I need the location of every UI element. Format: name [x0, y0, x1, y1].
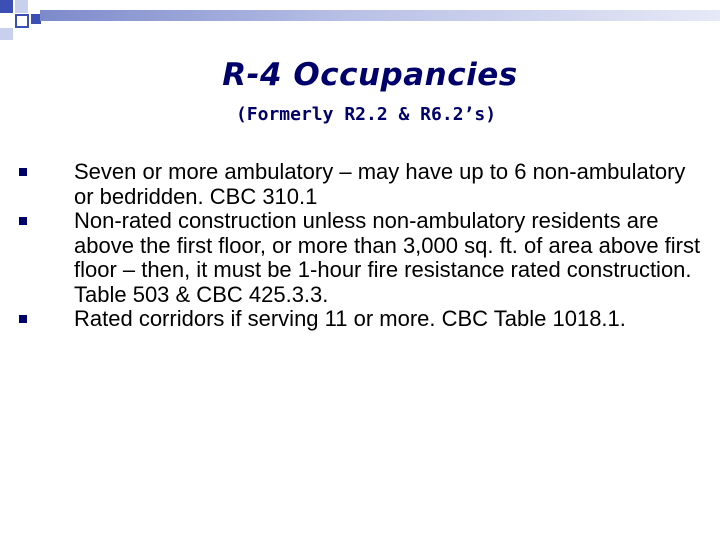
square-bullet-icon: [19, 217, 27, 225]
decor-square: [15, 0, 28, 13]
bullet-item: [68, 160, 708, 209]
square-bullet-icon: [19, 168, 27, 176]
decor-square: [15, 14, 29, 28]
top-gradient-bar: [40, 10, 720, 21]
bullet-item: [68, 307, 708, 332]
bullet-item: [68, 209, 708, 307]
decor-square: [0, 28, 13, 40]
bullet-text: Non-rated construction unless non-ambulatory residents are above the first floor, or more than 3,000 sq. ft. of area above first floor – then, it must be 1-hour fire resistance rated construction. Table 503 & CBC 425.3.3.: [74, 208, 701, 307]
bullet-text: Seven or more ambulatory – may have up to 6 non-ambulatory or bedridden. CBC 310.1: [74, 159, 686, 209]
bullet-text: Rated corridors if serving 11 or more. CBC Table 1018.1.: [74, 306, 626, 331]
decor-square: [0, 0, 13, 13]
slide-subtitle: (Formerly R2.2 & R6.2’s): [235, 104, 497, 125]
slide-title: R-4 Occupancies: [222, 57, 518, 93]
bullet-list: [68, 160, 708, 332]
square-bullet-icon: [19, 315, 27, 323]
